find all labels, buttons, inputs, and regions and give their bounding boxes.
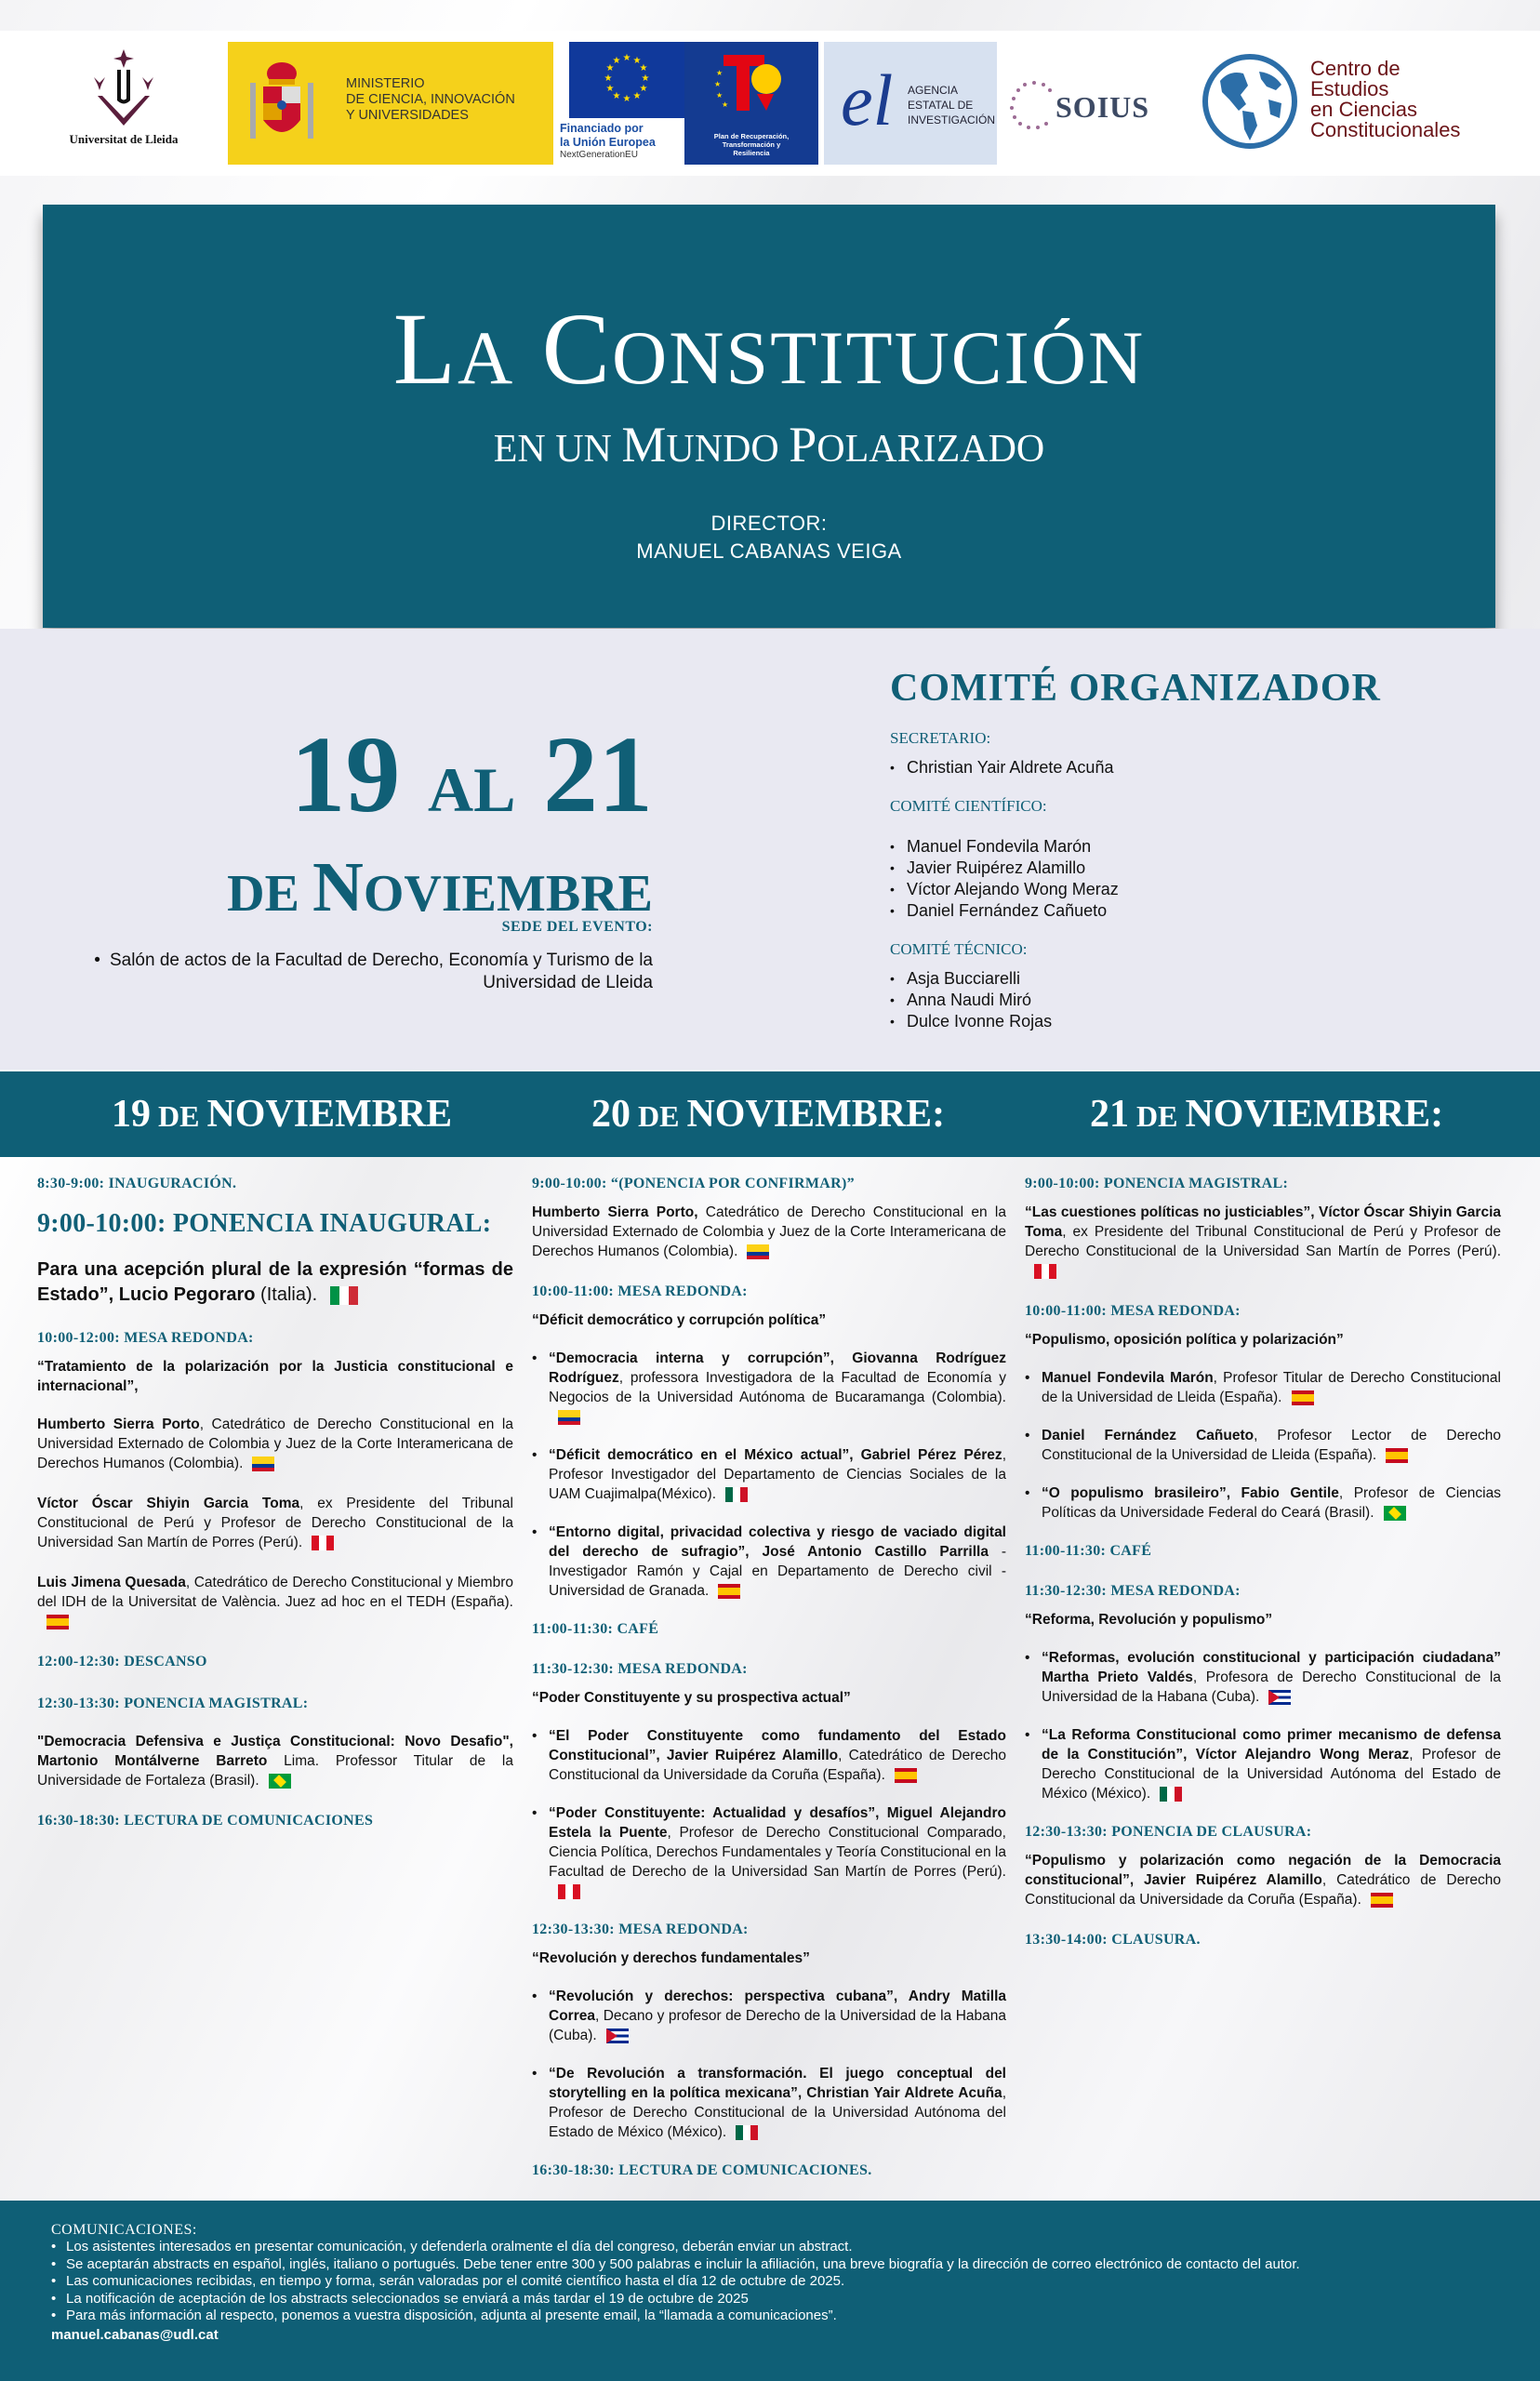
committee-title: COMITÉ ORGANIZADOR (890, 667, 1381, 710)
eu-text-2: la Unión Europea (560, 136, 656, 149)
program-day-21 (1025, 1174, 1501, 1959)
slot-mesa-redonda: 10:00-11:00: MESA REDONDA: (532, 1284, 748, 1299)
prtr-text: Plan de Recuperación, Transformación y Resiliencia (713, 132, 790, 157)
udl-emblem-icon (86, 49, 161, 128)
slot-lectura: 16:30-18:30: LECTURA DE COMUNICACIONES. (532, 2162, 872, 2178)
day-header-19: 19 DE NOVIEMBRE (112, 1093, 453, 1136)
list-item: • “Entorno digital, privacidad colectiva y riesgo de vaciado digital del derecho de sufragio”, José Antonio Castillo Parrilla - Investigador Ramón y Cajal en Departamento de Derecho civil - Universidad de Granada. (532, 1523, 1006, 1601)
list-item: • “Poder Constituyente: Actualidad y desafíos”, Miguel Alejandro Estela la Puente, Profesor de Derecho Constitucional Comparado, Ciencia Política, Derechos Fundamentales y Teoría Constitucional en la Facultad de Derecho de la Universidad San Martín de Porres (Perú). (532, 1803, 1006, 1901)
slot-inauguracion: 8:30-9:00: INAUGURACIÓN. (37, 1176, 237, 1191)
svg-text:★: ★ (641, 73, 650, 84)
list-item: • Daniel Fernández Cañueto (890, 900, 1448, 922)
soius-dots-icon (1006, 77, 1062, 133)
aei-logo (824, 42, 997, 165)
slot-mesa-redonda: 12:30-13:30: MESA REDONDA: (532, 1922, 749, 1937)
slot-ponencia: 9:00-10:00: “(PONENCIA POR CONFIRMAR)” (532, 1176, 855, 1191)
ceec-logo (1201, 51, 1480, 153)
list-item: • Los asistentes interesados en presentar comunicación, y defenderla oralmente el día del congreso, deberán enviar un abstract. (51, 2239, 1540, 2256)
svg-text:★: ★ (722, 100, 729, 109)
list-item: • “De Revolución a transformación. El juego conceptual del storytelling en la política mexicana”, Christian Yair Aldrete Acuña, Profesor de Derecho Constitucional de la Universidad Autónoma del Estado de México (México). (532, 2064, 1006, 2142)
slot-ponencia-inaugural: 9:00-10:00: PONENCIA INAUGURAL: (37, 1209, 492, 1238)
list-item: • Manuel Fondevila Marón, Profesor Titular de Derecho Constitucional de la Universidad de Lleida (España). (1025, 1368, 1501, 1407)
secretario-label: SECRETARIO: (890, 729, 991, 747)
cientifico-list (890, 836, 1448, 922)
list-item: • Christian Yair Aldrete Acuña (890, 757, 1448, 778)
page-subtitle: EN UN MUNDO POLARIZADO (493, 417, 1045, 472)
slot-ponencia-clausura: 12:30-13:30: PONENCIA DE CLAUSURA: (1025, 1824, 1312, 1840)
list-item: • Manuel Fondevila Marón (890, 836, 1448, 858)
director-name: MANUEL CABANAS VEIGA (636, 539, 902, 563)
list-item: • “Déficit democrático en el México actual”, Gabriel Pérez Pérez, Profesor Investigador del Departamento de Ciencias Sociales de la UAM Cuajimalpa(México). (532, 1445, 1006, 1504)
panel-list (1025, 1648, 1501, 1803)
venue-label: SEDE DEL EVENTO: (501, 919, 653, 935)
list-item: • “Democracia interna y corrupción”, Giovanna Rodríguez Rodríguez, professora Investigadora de la Facultad de Economía y Negocios de la Universidad Autónoma de Bucaramanga (Colombia). (532, 1349, 1006, 1427)
cientifico-label: COMITÉ CIENTÍFICO: (890, 797, 1047, 815)
colombia-flag-icon (747, 1244, 769, 1259)
panel-list (1025, 1368, 1501, 1523)
program-day-20 (532, 1174, 1006, 2189)
eu-text-3: NextGenerationEU (560, 150, 638, 160)
peru-flag-icon (312, 1536, 334, 1550)
udl-logo (63, 49, 184, 166)
logo-bar (0, 31, 1540, 176)
peru-flag-icon (1034, 1264, 1056, 1279)
list-item: • Daniel Fernández Cañueto, Profesor Lector de Derecho Constitucional de la Universidad de Lleida (España). (1025, 1426, 1501, 1465)
page-title: LA CONSTITUCIÓN (392, 292, 1146, 406)
svg-text:★: ★ (716, 69, 724, 77)
footer-list (51, 2239, 1540, 2325)
speaker-entry: “Las cuestiones políticas no justiciables”, Víctor Óscar Shiyin Garcia Toma, ex Presidente del Tribunal Constitucional de Perú y Profesor de Derecho Constitucional de la Universidad San Martín de Porres (Perú). (1025, 1203, 1501, 1281)
contact-email-link[interactable]: manuel.cabanas@udl.cat (51, 2326, 219, 2343)
list-item: • “La Reforma Constitucional como primer mecanismo de defensa de la Constitución”, Víctor Alejandro Wong Meraz, Profesor de Derecho Constitucional de la Universidad Autónoma del Estado de México (México). (1025, 1725, 1501, 1803)
spain-flag-icon (895, 1768, 917, 1783)
list-item: • Se aceptarán abstracts en español, inglés, italiano o portugués. Debe tener entre 300 y 500 palabras e incluir la afiliación, una breve biografía y la dirección de correo electrónico de contacto del autor. (51, 2256, 1540, 2274)
slot-mesa-redonda: 11:30-12:30: MESA REDONDA: (532, 1661, 748, 1677)
slot-mesa-redonda: 10:00-11:00: MESA REDONDA: (1025, 1303, 1241, 1319)
communications-footer (0, 2201, 1540, 2381)
speaker-entry: Humberto Sierra Porto, Catedrático de Derecho Constitucional en la Universidad Externado de Colombia y Juez de la Corte Interamericana de Derechos Humanos (Colombia). (532, 1204, 1006, 1259)
slot-clausura: 13:30-14:00: CLAUSURA. (1025, 1932, 1201, 1948)
svg-text:★: ★ (639, 84, 648, 94)
soius-text: SOIUS (1055, 90, 1150, 124)
brazil-flag-icon (1384, 1506, 1406, 1521)
svg-text:★: ★ (716, 91, 724, 100)
svg-text:★: ★ (622, 53, 631, 63)
italy-flag-icon (330, 1286, 358, 1305)
footer-heading: COMUNICACIONES: (51, 2222, 197, 2238)
peru-flag-icon (558, 1884, 580, 1899)
day-header-20: 20 DE NOVIEMBRE: (591, 1093, 946, 1136)
panel-topic: “Tratamiento de la polarización por la Justicia constitucional e internacional”, (37, 1359, 513, 1394)
eu-funding-logo (560, 42, 681, 165)
list-item: • “Revolución y derechos: perspectiva cubana”, Andry Matilla Correa, Decano y profesor de Derecho de la Universidad de la Habana (Cuba). (532, 1987, 1006, 2045)
mexico-flag-icon (725, 1487, 748, 1502)
list-item: • “Reformas, evolución constitucional y participación ciudadana” Martha Prieto Valdés, Profesora de Derecho Constitucional de la Universidad de la Habana (Cuba). (1025, 1648, 1501, 1707)
ministerio-logo (228, 42, 553, 165)
spain-flag-icon (718, 1584, 740, 1599)
day-header-band (0, 1071, 1540, 1157)
svg-text:★: ★ (622, 94, 631, 104)
panel-topic: “Revolución y derechos fundamentales” (532, 1950, 810, 1966)
panel-topic: “Poder Constituyente y su prospectiva actual” (532, 1690, 851, 1706)
spain-flag-icon (1371, 1893, 1393, 1908)
cuba-flag-icon (1268, 1690, 1291, 1705)
svg-text:★: ★ (632, 91, 642, 101)
info-band (0, 629, 1540, 1070)
program-day-19 (37, 1174, 513, 1840)
spain-flag-icon (1292, 1390, 1314, 1405)
svg-text:★: ★ (714, 80, 722, 88)
svg-text:★: ★ (632, 56, 642, 66)
brazil-flag-icon (269, 1774, 291, 1789)
slot-ponencia-magistral: 12:30-13:30: PONENCIA MAGISTRAL: (37, 1696, 309, 1711)
list-item: • Asja Bucciarelli (890, 968, 1448, 990)
svg-text:★: ★ (605, 84, 615, 94)
ministerio-text: MINISTERIO DE CIENCIA, INNOVACIÓN Y UNIVERSIDADES (346, 76, 515, 123)
slot-mesa-redonda: 11:30-12:30: MESA REDONDA: (1025, 1583, 1241, 1599)
slot-cafe: 11:00-11:30: CAFÉ (532, 1621, 659, 1637)
title-box (43, 205, 1495, 628)
list-item: • Víctor Alejando Wong Meraz (890, 879, 1448, 900)
spain-flag-icon (1386, 1448, 1408, 1463)
panel-list (532, 1349, 1006, 1601)
soius-logo (1006, 77, 1174, 133)
svg-text:★: ★ (605, 63, 615, 73)
panel-topic: “Déficit democrático y corrupción política” (532, 1312, 827, 1328)
venue-text: • Salón de actos de la Facultad de Derecho, Economía y Turismo de la Universidad de Lleida (94, 951, 653, 992)
eu-text-1: Financiado por (560, 122, 644, 135)
organizing-committee (890, 666, 1448, 1032)
slot-lectura: 16:30-18:30: LECTURA DE COMUNICACIONES (37, 1813, 374, 1829)
slot-descanso: 12:00-12:30: DESCANSO (37, 1654, 207, 1669)
panel-list (532, 1987, 1006, 2142)
svg-text:★: ★ (612, 91, 621, 101)
list-item: • La notificación de aceptación de los abstracts seleccionados se enviará a más tardar el 19 de octubre de 2025 (51, 2291, 1540, 2308)
tecnico-label: COMITÉ TÉCNICO: (890, 940, 1028, 958)
svg-text:★: ★ (604, 73, 613, 84)
panel-topic: “Populismo, oposición política y polarización” (1025, 1332, 1344, 1348)
tecnico-list (890, 968, 1448, 1032)
eu-flag-icon (569, 42, 685, 118)
spain-coat-of-arms-icon (245, 59, 319, 148)
prtr-logo (684, 42, 818, 165)
mexico-flag-icon (736, 2125, 758, 2140)
event-dates: 19 AL 21 DE NOVIEMBRE (227, 713, 653, 926)
colombia-flag-icon (252, 1457, 274, 1471)
panel-list (532, 1726, 1006, 1901)
ceec-text: Centro de Estudios en Ciencias Constitucionales (1310, 57, 1461, 141)
list-item: • Las comunicaciones recibidas, en tiempo y forma, serán valoradas por el comité científico hasta el día 12 de octubre de 2025. (51, 2273, 1540, 2291)
aei-text: AGENCIA ESTATAL DE INVESTIGACIÓN (908, 84, 996, 126)
talk-inaugural: Para una acepción plural de la expresión “formas de Estado”, Lucio Pegoraro (Italia). (37, 1259, 513, 1305)
prtr-emblem-icon (684, 42, 818, 126)
list-item: • Javier Ruipérez Alamillo (890, 858, 1448, 879)
speaker-entry: Luis Jimena Quesada, Catedrático de Derecho Constitucional y Miembro del IDH de la Universitat de València. Juez ad hoc en el TEDH (España). (37, 1573, 513, 1631)
list-item: • Anna Naudi Miró (890, 990, 1448, 1011)
speaker-entry: Humberto Sierra Porto, Catedrático de Derecho Constitucional en la Universidad Externado de Colombia y Juez de la Corte Interamericana de Derechos Humanos (Colombia). (37, 1417, 513, 1471)
mexico-flag-icon (1160, 1787, 1182, 1802)
speaker-entry: “Populismo y polarización como negación de la Democracia constitucional”, Javier Ruipérez Alamillo, Catedrático de Derecho Constitucional da Universidade da Coruña (España). (1025, 1853, 1501, 1908)
udl-name: Universitat de Lleida (69, 132, 179, 146)
secretario-list (890, 757, 1448, 778)
list-item: • Para más información al respecto, ponemos a vuestra disposición, adjunta al presente email, la “llamada a comunicaciones”. (51, 2308, 1540, 2325)
svg-text:★: ★ (639, 63, 648, 73)
speaker-entry: Víctor Óscar Shiyin Garcia Toma, ex Presidente del Tribunal Constitucional de Perú y Profesor de Derecho Constitucional de la Universidad San Martín de Porres (Perú). (37, 1496, 513, 1550)
svg-text:★: ★ (612, 56, 621, 66)
list-item: • Dulce Ivonne Rojas (890, 1011, 1448, 1032)
day-header-21: 21 DE NOVIEMBRE: (1090, 1093, 1444, 1136)
list-item: • “El Poder Constituyente como fundamento del Estado Constitucional”, Javier Ruipérez Alamillo, Catedrático de Derecho Constitucional da Universidade da Coruña (España). (532, 1726, 1006, 1785)
slot-ponencia-magistral: 9:00-10:00: PONENCIA MAGISTRAL: (1025, 1176, 1289, 1191)
cuba-flag-icon (606, 2029, 629, 2043)
slot-cafe: 11:00-11:30: CAFÉ (1025, 1543, 1152, 1559)
spain-flag-icon (46, 1615, 69, 1629)
director-label: DIRECTOR: (710, 512, 828, 535)
panel-topic: “Reforma, Revolución y populismo” (1025, 1612, 1273, 1628)
globe-icon (1201, 53, 1298, 150)
slot-mesa-redonda: 10:00-12:00: MESA REDONDA: (37, 1330, 254, 1346)
list-item: • “O populismo brasileiro”, Fabio Gentile, Profesor de Ciencias Políticas da Universidade Federal do Ceará (Brasil). (1025, 1483, 1501, 1523)
aei-emblem-icon: el (841, 60, 894, 140)
colombia-flag-icon (558, 1410, 580, 1425)
speaker-entry: "Democracia Defensiva e Justiça Constitucional: Novo Desafio", Martonio Montálverne Barreto Lima. Professor Titular de la Universidade de Fortaleza (Brasil). (37, 1734, 513, 1789)
